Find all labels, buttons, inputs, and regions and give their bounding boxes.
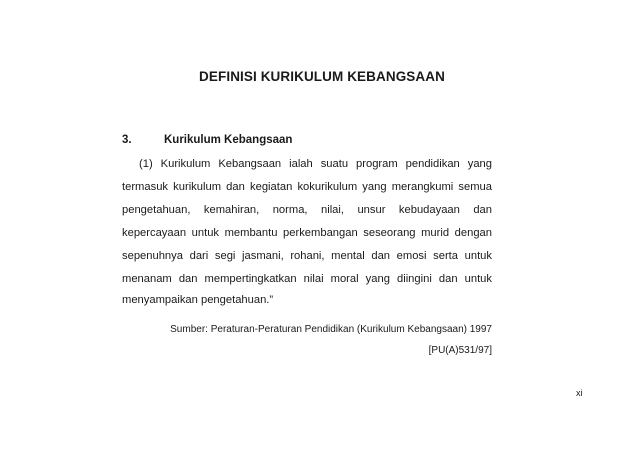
reference-code: [PU(A)531/97] bbox=[428, 345, 492, 356]
section-title: Kurikulum Kebangsaan bbox=[164, 134, 293, 146]
paragraph-line: menanam dan mempertingkatkan nilai moral yang diingini dan untuk bbox=[122, 273, 492, 285]
paragraph-line: pengetahuan, kemahiran, norma, nilai, unsur kebudayaan dan bbox=[122, 204, 492, 216]
page-number: xi bbox=[576, 388, 583, 398]
paragraph-line: termasuk kurikulum dan kegiatan kokurikulum yang merangkumi semua bbox=[122, 181, 492, 193]
source-citation: Sumber: Peraturan-Peraturan Pendidikan (Kurikulum Kebangsaan) 1997 bbox=[170, 324, 492, 335]
page-title bbox=[0, 69, 638, 84]
page-title-text: DEFINISI KURIKULUM KEBANGSAAN bbox=[199, 69, 445, 84]
paragraph-line: menyampaikan pengetahuan.” bbox=[122, 294, 274, 306]
section-heading bbox=[122, 134, 292, 146]
paragraph-line: sepenuhnya dari segi jasmani, rohani, mental dan emosi serta untuk bbox=[122, 250, 492, 262]
section-number: 3. bbox=[122, 134, 132, 146]
paragraph-line: kepercayaan untuk membantu perkembangan seseorang murid dengan bbox=[122, 227, 492, 239]
paragraph-line: (1) Kurikulum Kebangsaan ialah suatu program pendidikan yang bbox=[139, 158, 492, 170]
